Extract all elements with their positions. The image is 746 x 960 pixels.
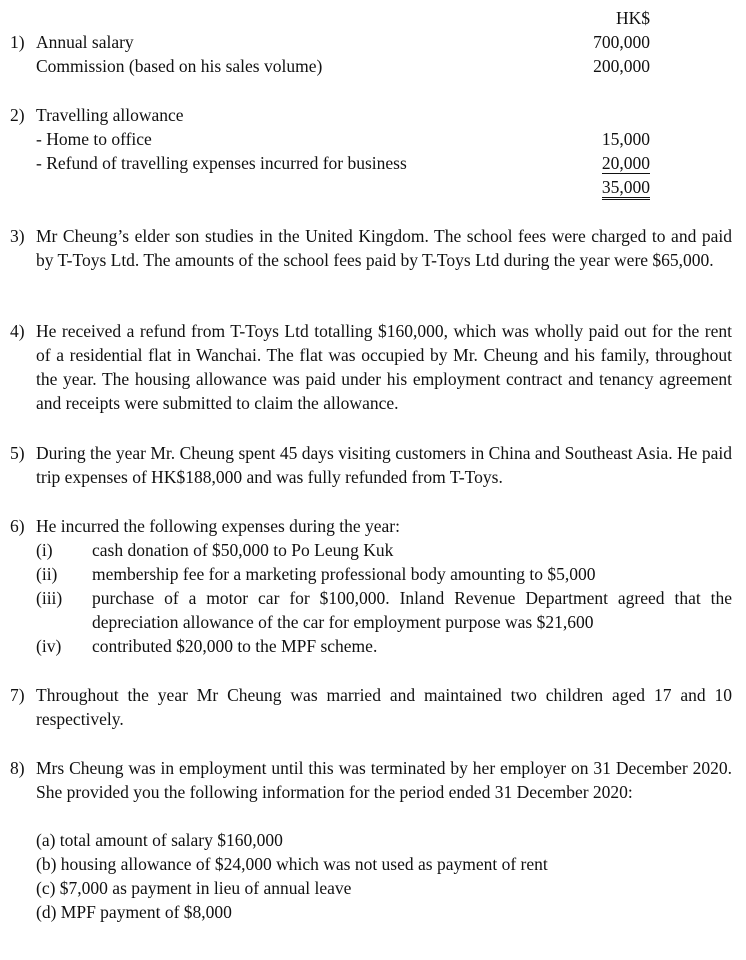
item-6-sub-text: membership fee for a marketing professional body amounting to $5,000 <box>92 564 596 584</box>
item-2-number: 2) <box>10 105 25 125</box>
item-1-number: 1) <box>10 32 25 52</box>
currency-header: HK$ <box>615 8 650 28</box>
item-6-sub-label: (iv) <box>36 636 62 656</box>
annual-salary-label: Annual salary <box>36 32 134 52</box>
travelling-allowance-title: Travelling allowance <box>36 105 184 125</box>
item-8-number: 8) <box>10 758 25 778</box>
item-6-sub-label: (ii) <box>36 564 58 584</box>
item-6-sub-text: contributed $20,000 to the MPF scheme. <box>92 636 378 656</box>
home-to-office-label: - Home to office <box>36 129 152 149</box>
item-6-sub-label: (i) <box>36 540 53 560</box>
item-5-number: 5) <box>10 443 25 463</box>
item-4-text: He received a refund from T-Toys Ltd totalling $160,000, which was wholly paid out for the rent of a residential flat in Wanchai. The flat was occupied by Mr. Cheung and his family, throughout the year. The housing allowance was paid under his employment contract and tenancy agreement and receipts were submitted to claim the allowance. <box>36 321 732 413</box>
item-3-number: 3) <box>10 226 25 246</box>
refund-travel-label: - Refund of travelling expenses incurred for business <box>36 153 407 173</box>
commission-value: 200,000 <box>593 56 650 76</box>
refund-travel-value: 20,000 <box>601 153 650 173</box>
item-7-number: 7) <box>10 685 25 705</box>
item-8-sub: (a) total amount of salary $160,000 <box>36 830 283 850</box>
item-6-sub-text: cash donation of $50,000 to Po Leung Kuk <box>92 540 394 560</box>
item-3-text: Mr Cheung’s elder son studies in the United Kingdom. The school fees were charged to and paid by T-Toys Ltd. The amounts of the school fees paid by T-Toys Ltd during the year were $65,000. <box>36 226 732 270</box>
item-8-sub: (b) housing allowance of $24,000 which was not used as payment of rent <box>36 854 548 874</box>
home-to-office-value: 15,000 <box>601 129 650 149</box>
item-6-number: 6) <box>10 516 25 536</box>
item-4-number: 4) <box>10 321 25 341</box>
item-8-sub: (d) MPF payment of $8,000 <box>36 902 232 922</box>
item-8-sub: (c) $7,000 as payment in lieu of annual leave <box>36 878 352 898</box>
item-6-intro: He incurred the following expenses during the year: <box>36 516 400 536</box>
item-6-sub-text: purchase of a motor car for $100,000. Inland Revenue Department agreed that the depreciation allowance of the car for employment purpose was $21,600 <box>92 588 732 632</box>
commission-label: Commission (based on his sales volume) <box>36 56 323 76</box>
item-8-text: Mrs Cheung was in employment until this was terminated by her employer on 31 December 2020. She provided you the following information for the period ended 31 December 2020: <box>36 758 732 802</box>
item-7-text: Throughout the year Mr Cheung was married and maintained two children aged 17 and 10 respectively. <box>36 685 732 729</box>
item-6-sub-label: (iii) <box>36 588 63 608</box>
annual-salary-value: 700,000 <box>593 32 650 52</box>
item-5-text: During the year Mr. Cheung spent 45 days visiting customers in China and Southeast Asia. He paid trip expenses of HK$188,000 and was fully refunded from T-Toys. <box>36 443 732 487</box>
travel-total-value: 35,000 <box>592 176 650 198</box>
